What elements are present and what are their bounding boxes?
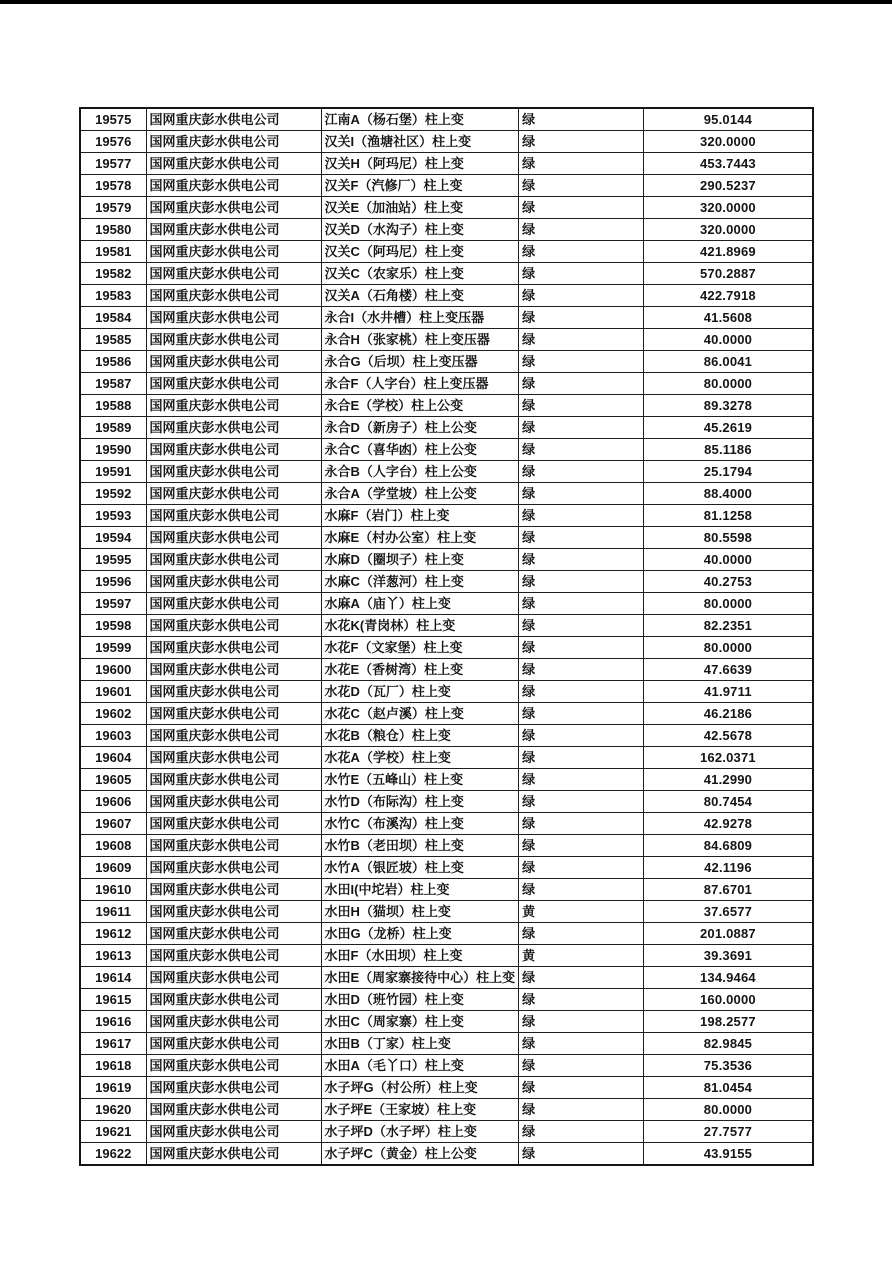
station-cell: 水子坪E（王家坡）柱上变 <box>321 1099 519 1121</box>
company-cell: 国网重庆彭水供电公司 <box>146 615 321 637</box>
status-cell: 绿 <box>519 219 644 241</box>
row-id-cell: 19598 <box>80 615 146 637</box>
table-row <box>80 1077 813 1099</box>
table-body <box>80 108 813 1165</box>
value-cell: 88.4000 <box>644 483 813 505</box>
status-cell: 绿 <box>519 329 644 351</box>
value-cell: 320.0000 <box>644 197 813 219</box>
company-cell: 国网重庆彭水供电公司 <box>146 417 321 439</box>
station-cell: 水麻E（村办公室）柱上变 <box>321 527 519 549</box>
value-cell: 40.2753 <box>644 571 813 593</box>
value-cell: 27.7577 <box>644 1121 813 1143</box>
status-cell: 绿 <box>519 791 644 813</box>
station-cell: 水花A（学校）柱上变 <box>321 747 519 769</box>
value-cell: 46.2186 <box>644 703 813 725</box>
status-cell: 绿 <box>519 835 644 857</box>
station-cell: 水麻D（圈坝子）柱上变 <box>321 549 519 571</box>
station-cell: 永合G（后坝）柱上变压器 <box>321 351 519 373</box>
row-id-cell: 19612 <box>80 923 146 945</box>
company-cell: 国网重庆彭水供电公司 <box>146 439 321 461</box>
value-cell: 82.2351 <box>644 615 813 637</box>
value-cell: 320.0000 <box>644 131 813 153</box>
table-row <box>80 1055 813 1077</box>
row-id-cell: 19614 <box>80 967 146 989</box>
table-row <box>80 131 813 153</box>
station-cell: 水麻A（庙丫）柱上变 <box>321 593 519 615</box>
table-row <box>80 395 813 417</box>
row-id-cell: 19586 <box>80 351 146 373</box>
company-cell: 国网重庆彭水供电公司 <box>146 571 321 593</box>
status-cell: 绿 <box>519 769 644 791</box>
top-border-bar <box>0 0 892 4</box>
status-cell: 黄 <box>519 945 644 967</box>
status-cell: 绿 <box>519 615 644 637</box>
row-id-cell: 19606 <box>80 791 146 813</box>
table-row <box>80 1033 813 1055</box>
station-cell: 汉关I（渔塘社区）柱上变 <box>321 131 519 153</box>
station-cell: 水竹C（布溪沟）柱上变 <box>321 813 519 835</box>
value-cell: 81.0454 <box>644 1077 813 1099</box>
station-cell: 永合F（人字台）柱上变压器 <box>321 373 519 395</box>
company-cell: 国网重庆彭水供电公司 <box>146 1143 321 1166</box>
value-cell: 37.6577 <box>644 901 813 923</box>
station-cell: 水田F（水田坝）柱上变 <box>321 945 519 967</box>
table-row <box>80 461 813 483</box>
table-row <box>80 1121 813 1143</box>
status-cell: 绿 <box>519 1099 644 1121</box>
station-cell: 水花C（赵卢溪）柱上变 <box>321 703 519 725</box>
company-cell: 国网重庆彭水供电公司 <box>146 131 321 153</box>
value-cell: 87.6701 <box>644 879 813 901</box>
row-id-cell: 19595 <box>80 549 146 571</box>
company-cell: 国网重庆彭水供电公司 <box>146 175 321 197</box>
row-id-cell: 19621 <box>80 1121 146 1143</box>
status-cell: 绿 <box>519 923 644 945</box>
table-row <box>80 901 813 923</box>
row-id-cell: 19576 <box>80 131 146 153</box>
status-cell: 绿 <box>519 637 644 659</box>
status-cell: 绿 <box>519 108 644 131</box>
value-cell: 80.0000 <box>644 1099 813 1121</box>
row-id-cell: 19577 <box>80 153 146 175</box>
status-cell: 绿 <box>519 725 644 747</box>
company-cell: 国网重庆彭水供电公司 <box>146 1077 321 1099</box>
company-cell: 国网重庆彭水供电公司 <box>146 637 321 659</box>
status-cell: 绿 <box>519 395 644 417</box>
station-cell: 永合A（学堂坡）柱上公变 <box>321 483 519 505</box>
row-id-cell: 19616 <box>80 1011 146 1033</box>
row-id-cell: 19592 <box>80 483 146 505</box>
table-row <box>80 241 813 263</box>
value-cell: 421.8969 <box>644 241 813 263</box>
company-cell: 国网重庆彭水供电公司 <box>146 1033 321 1055</box>
table-row <box>80 681 813 703</box>
table-row <box>80 747 813 769</box>
value-cell: 82.9845 <box>644 1033 813 1055</box>
row-id-cell: 19590 <box>80 439 146 461</box>
company-cell: 国网重庆彭水供电公司 <box>146 153 321 175</box>
row-id-cell: 19575 <box>80 108 146 131</box>
station-cell: 水花B（粮仓）柱上变 <box>321 725 519 747</box>
table-row <box>80 527 813 549</box>
row-id-cell: 19580 <box>80 219 146 241</box>
table-row <box>80 857 813 879</box>
station-cell: 水花D（瓦厂）柱上变 <box>321 681 519 703</box>
value-cell: 40.0000 <box>644 329 813 351</box>
company-cell: 国网重庆彭水供电公司 <box>146 769 321 791</box>
station-cell: 汉关E（加油站）柱上变 <box>321 197 519 219</box>
row-id-cell: 19600 <box>80 659 146 681</box>
status-cell: 绿 <box>519 241 644 263</box>
row-id-cell: 19581 <box>80 241 146 263</box>
table-row <box>80 769 813 791</box>
value-cell: 41.2990 <box>644 769 813 791</box>
status-cell: 绿 <box>519 703 644 725</box>
row-id-cell: 19593 <box>80 505 146 527</box>
status-cell: 黄 <box>519 901 644 923</box>
station-cell: 水麻C（洋葱河）柱上变 <box>321 571 519 593</box>
row-id-cell: 19589 <box>80 417 146 439</box>
row-id-cell: 19607 <box>80 813 146 835</box>
value-cell: 95.0144 <box>644 108 813 131</box>
row-id-cell: 19579 <box>80 197 146 219</box>
company-cell: 国网重庆彭水供电公司 <box>146 1055 321 1077</box>
row-id-cell: 19604 <box>80 747 146 769</box>
table-row <box>80 351 813 373</box>
station-cell: 水竹E（五峰山）柱上变 <box>321 769 519 791</box>
value-cell: 45.2619 <box>644 417 813 439</box>
value-cell: 43.9155 <box>644 1143 813 1166</box>
table-row <box>80 637 813 659</box>
row-id-cell: 19610 <box>80 879 146 901</box>
table-row <box>80 725 813 747</box>
station-cell: 水田I(中坨岩）柱上变 <box>321 879 519 901</box>
company-cell: 国网重庆彭水供电公司 <box>146 219 321 241</box>
company-cell: 国网重庆彭水供电公司 <box>146 989 321 1011</box>
row-id-cell: 19622 <box>80 1143 146 1166</box>
value-cell: 42.1196 <box>644 857 813 879</box>
value-cell: 25.1794 <box>644 461 813 483</box>
status-cell: 绿 <box>519 263 644 285</box>
value-cell: 42.5678 <box>644 725 813 747</box>
company-cell: 国网重庆彭水供电公司 <box>146 241 321 263</box>
company-cell: 国网重庆彭水供电公司 <box>146 703 321 725</box>
value-cell: 41.9711 <box>644 681 813 703</box>
value-cell: 160.0000 <box>644 989 813 1011</box>
status-cell: 绿 <box>519 351 644 373</box>
station-cell: 水花F（文家堡）柱上变 <box>321 637 519 659</box>
row-id-cell: 19613 <box>80 945 146 967</box>
value-cell: 41.5608 <box>644 307 813 329</box>
value-cell: 80.0000 <box>644 373 813 395</box>
status-cell: 绿 <box>519 1033 644 1055</box>
row-id-cell: 19596 <box>80 571 146 593</box>
table-row <box>80 945 813 967</box>
company-cell: 国网重庆彭水供电公司 <box>146 1099 321 1121</box>
company-cell: 国网重庆彭水供电公司 <box>146 461 321 483</box>
company-cell: 国网重庆彭水供电公司 <box>146 901 321 923</box>
station-cell: 江南A（杨石堡）柱上变 <box>321 108 519 131</box>
status-cell: 绿 <box>519 439 644 461</box>
status-cell: 绿 <box>519 659 644 681</box>
station-cell: 水竹D（布际沟）柱上变 <box>321 791 519 813</box>
status-cell: 绿 <box>519 527 644 549</box>
table-row <box>80 329 813 351</box>
status-cell: 绿 <box>519 285 644 307</box>
status-cell: 绿 <box>519 153 644 175</box>
status-cell: 绿 <box>519 1077 644 1099</box>
status-cell: 绿 <box>519 813 644 835</box>
company-cell: 国网重庆彭水供电公司 <box>146 1121 321 1143</box>
value-cell: 162.0371 <box>644 747 813 769</box>
status-cell: 绿 <box>519 307 644 329</box>
row-id-cell: 19617 <box>80 1033 146 1055</box>
table-row <box>80 219 813 241</box>
station-cell: 永合D（新房子）柱上公变 <box>321 417 519 439</box>
status-cell: 绿 <box>519 593 644 615</box>
table-row <box>80 989 813 1011</box>
status-cell: 绿 <box>519 505 644 527</box>
table-row <box>80 263 813 285</box>
company-cell: 国网重庆彭水供电公司 <box>146 527 321 549</box>
company-cell: 国网重庆彭水供电公司 <box>146 857 321 879</box>
station-cell: 水田E（周家寨接待中心）柱上变 <box>321 967 519 989</box>
row-id-cell: 19620 <box>80 1099 146 1121</box>
value-cell: 422.7918 <box>644 285 813 307</box>
station-cell: 永合H（张家桃）柱上变压器 <box>321 329 519 351</box>
status-cell: 绿 <box>519 747 644 769</box>
company-cell: 国网重庆彭水供电公司 <box>146 395 321 417</box>
value-cell: 453.7443 <box>644 153 813 175</box>
company-cell: 国网重庆彭水供电公司 <box>146 285 321 307</box>
status-cell: 绿 <box>519 483 644 505</box>
company-cell: 国网重庆彭水供电公司 <box>146 505 321 527</box>
row-id-cell: 19587 <box>80 373 146 395</box>
status-cell: 绿 <box>519 1011 644 1033</box>
station-cell: 水田A（毛丫口）柱上变 <box>321 1055 519 1077</box>
value-cell: 86.0041 <box>644 351 813 373</box>
table-row <box>80 373 813 395</box>
row-id-cell: 19591 <box>80 461 146 483</box>
status-cell: 绿 <box>519 197 644 219</box>
status-cell: 绿 <box>519 967 644 989</box>
status-cell: 绿 <box>519 417 644 439</box>
station-cell: 永合B（人字台）柱上公变 <box>321 461 519 483</box>
row-id-cell: 19605 <box>80 769 146 791</box>
row-id-cell: 19619 <box>80 1077 146 1099</box>
table-row <box>80 703 813 725</box>
table-row <box>80 417 813 439</box>
table-row <box>80 285 813 307</box>
company-cell: 国网重庆彭水供电公司 <box>146 835 321 857</box>
value-cell: 80.0000 <box>644 637 813 659</box>
value-cell: 134.9464 <box>644 967 813 989</box>
company-cell: 国网重庆彭水供电公司 <box>146 791 321 813</box>
table-row <box>80 307 813 329</box>
company-cell: 国网重庆彭水供电公司 <box>146 329 321 351</box>
company-cell: 国网重庆彭水供电公司 <box>146 681 321 703</box>
row-id-cell: 19585 <box>80 329 146 351</box>
value-cell: 320.0000 <box>644 219 813 241</box>
status-cell: 绿 <box>519 1121 644 1143</box>
transformer-record-table <box>79 107 814 1166</box>
row-id-cell: 19594 <box>80 527 146 549</box>
table-row <box>80 439 813 461</box>
status-cell: 绿 <box>519 1055 644 1077</box>
company-cell: 国网重庆彭水供电公司 <box>146 659 321 681</box>
row-id-cell: 19609 <box>80 857 146 879</box>
station-cell: 水田G（龙桥）柱上变 <box>321 923 519 945</box>
status-cell: 绿 <box>519 131 644 153</box>
station-cell: 水子坪D（水子坪）柱上变 <box>321 1121 519 1143</box>
station-cell: 汉关F（汽修厂）柱上变 <box>321 175 519 197</box>
station-cell: 水花K(青岗林）柱上变 <box>321 615 519 637</box>
value-cell: 40.0000 <box>644 549 813 571</box>
table-row <box>80 197 813 219</box>
table-row <box>80 1011 813 1033</box>
value-cell: 85.1186 <box>644 439 813 461</box>
status-cell: 绿 <box>519 1143 644 1166</box>
table-row <box>80 967 813 989</box>
station-cell: 水竹A（银匠坡）柱上变 <box>321 857 519 879</box>
company-cell: 国网重庆彭水供电公司 <box>146 879 321 901</box>
station-cell: 汉关D（水沟子）柱上变 <box>321 219 519 241</box>
value-cell: 80.7454 <box>644 791 813 813</box>
value-cell: 80.0000 <box>644 593 813 615</box>
status-cell: 绿 <box>519 549 644 571</box>
row-id-cell: 19597 <box>80 593 146 615</box>
row-id-cell: 19578 <box>80 175 146 197</box>
status-cell: 绿 <box>519 461 644 483</box>
station-cell: 汉关C（农家乐）柱上变 <box>321 263 519 285</box>
table-row <box>80 835 813 857</box>
value-cell: 42.9278 <box>644 813 813 835</box>
status-cell: 绿 <box>519 879 644 901</box>
value-cell: 81.1258 <box>644 505 813 527</box>
status-cell: 绿 <box>519 175 644 197</box>
company-cell: 国网重庆彭水供电公司 <box>146 549 321 571</box>
value-cell: 84.6809 <box>644 835 813 857</box>
value-cell: 75.3536 <box>644 1055 813 1077</box>
status-cell: 绿 <box>519 681 644 703</box>
table-row <box>80 791 813 813</box>
table-row <box>80 615 813 637</box>
table-row <box>80 593 813 615</box>
station-cell: 水子坪G（村公所）柱上变 <box>321 1077 519 1099</box>
value-cell: 570.2887 <box>644 263 813 285</box>
company-cell: 国网重庆彭水供电公司 <box>146 813 321 835</box>
station-cell: 水田C（周家寨）柱上变 <box>321 1011 519 1033</box>
table-row <box>80 1099 813 1121</box>
company-cell: 国网重庆彭水供电公司 <box>146 263 321 285</box>
table-row <box>80 879 813 901</box>
row-id-cell: 19603 <box>80 725 146 747</box>
table-row <box>80 175 813 197</box>
row-id-cell: 19599 <box>80 637 146 659</box>
table-row <box>80 153 813 175</box>
status-cell: 绿 <box>519 571 644 593</box>
company-cell: 国网重庆彭水供电公司 <box>146 945 321 967</box>
table-row <box>80 1143 813 1166</box>
table-row <box>80 923 813 945</box>
company-cell: 国网重庆彭水供电公司 <box>146 307 321 329</box>
value-cell: 89.3278 <box>644 395 813 417</box>
station-cell: 永合C（喜华凼）柱上公变 <box>321 439 519 461</box>
row-id-cell: 19602 <box>80 703 146 725</box>
row-id-cell: 19583 <box>80 285 146 307</box>
value-cell: 47.6639 <box>644 659 813 681</box>
table-row <box>80 813 813 835</box>
status-cell: 绿 <box>519 857 644 879</box>
station-cell: 永合I（水井槽）柱上变压器 <box>321 307 519 329</box>
table-row <box>80 505 813 527</box>
company-cell: 国网重庆彭水供电公司 <box>146 108 321 131</box>
station-cell: 汉关C（阿玛尼）柱上变 <box>321 241 519 263</box>
row-id-cell: 19615 <box>80 989 146 1011</box>
table-row <box>80 659 813 681</box>
company-cell: 国网重庆彭水供电公司 <box>146 1011 321 1033</box>
row-id-cell: 19611 <box>80 901 146 923</box>
station-cell: 永合E（学校）柱上公变 <box>321 395 519 417</box>
value-cell: 198.2577 <box>644 1011 813 1033</box>
row-id-cell: 19601 <box>80 681 146 703</box>
company-cell: 国网重庆彭水供电公司 <box>146 483 321 505</box>
station-cell: 汉关A（石角楼）柱上变 <box>321 285 519 307</box>
table-row <box>80 108 813 131</box>
company-cell: 国网重庆彭水供电公司 <box>146 593 321 615</box>
table-row <box>80 549 813 571</box>
row-id-cell: 19584 <box>80 307 146 329</box>
value-cell: 201.0887 <box>644 923 813 945</box>
company-cell: 国网重庆彭水供电公司 <box>146 923 321 945</box>
row-id-cell: 19618 <box>80 1055 146 1077</box>
station-cell: 汉关H（阿玛尼）柱上变 <box>321 153 519 175</box>
row-id-cell: 19608 <box>80 835 146 857</box>
row-id-cell: 19582 <box>80 263 146 285</box>
value-cell: 39.3691 <box>644 945 813 967</box>
station-cell: 水子坪C（黄金）柱上公变 <box>321 1143 519 1166</box>
status-cell: 绿 <box>519 373 644 395</box>
company-cell: 国网重庆彭水供电公司 <box>146 725 321 747</box>
station-cell: 水竹B（老田坝）柱上变 <box>321 835 519 857</box>
table-row <box>80 483 813 505</box>
table-row <box>80 571 813 593</box>
status-cell: 绿 <box>519 989 644 1011</box>
station-cell: 水花E（香树湾）柱上变 <box>321 659 519 681</box>
company-cell: 国网重庆彭水供电公司 <box>146 967 321 989</box>
row-id-cell: 19588 <box>80 395 146 417</box>
station-cell: 水田H（猫坝）柱上变 <box>321 901 519 923</box>
value-cell: 290.5237 <box>644 175 813 197</box>
company-cell: 国网重庆彭水供电公司 <box>146 197 321 219</box>
company-cell: 国网重庆彭水供电公司 <box>146 747 321 769</box>
value-cell: 80.5598 <box>644 527 813 549</box>
station-cell: 水田D（班竹园）柱上变 <box>321 989 519 1011</box>
company-cell: 国网重庆彭水供电公司 <box>146 373 321 395</box>
company-cell: 国网重庆彭水供电公司 <box>146 351 321 373</box>
station-cell: 水麻F（岩门）柱上变 <box>321 505 519 527</box>
station-cell: 水田B（丁家）柱上变 <box>321 1033 519 1055</box>
